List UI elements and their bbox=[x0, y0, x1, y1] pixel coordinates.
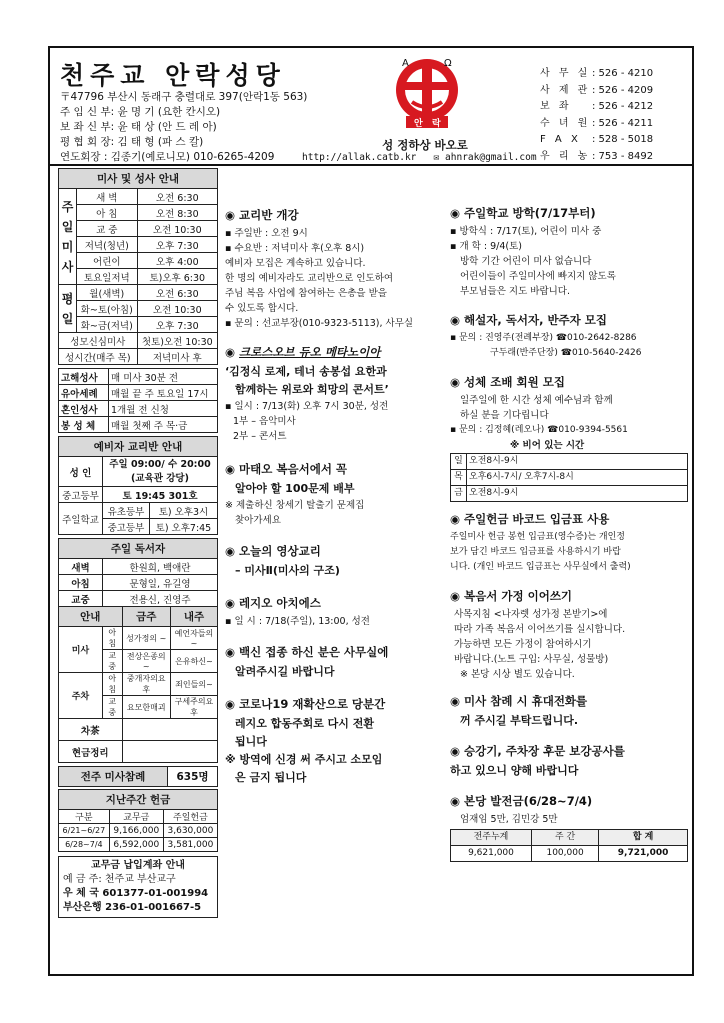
readers-title: 주일 독서자 bbox=[59, 539, 218, 559]
notice-phone-off: ◉ 미사 참례 시 휴대전화를 꺼 주시길 부탁드립니다. bbox=[450, 694, 588, 727]
guide-this-week: 전상은종의 ~ bbox=[122, 650, 170, 673]
offering-sunday: 3,630,000 bbox=[163, 824, 217, 838]
bullet-icon: ◉ bbox=[450, 206, 461, 220]
right-column bbox=[450, 198, 688, 862]
bullet-icon: ◉ bbox=[450, 794, 461, 808]
guide-this-week: 요모한매괴 bbox=[122, 696, 170, 719]
extra-mass-time: 첫토)오전 10:30 bbox=[137, 333, 217, 349]
catechism-title: 예비자 교리반 안내 bbox=[59, 437, 218, 457]
notice-recruit: ◉ 해설자, 독서자, 반주자 모집 ▪ 문의 : 진영주(전례부장) ☎010-2642-8286 구두래(반주단장) ☎010-5640-2426 bbox=[450, 313, 642, 358]
notice-adoration: ◉ 성체 조배 회원 모집 일주일에 한 시간 성체 예수님과 함께 하실 분을 기다립니다 ▪ 문의 : 김정혜(레오나) ☎010-9394-5561 ※ 비어 있는 시간 일 오전8시-9시 목 오후6시-7시/ 오후7시-8시 금 오전8시-9시 bbox=[450, 375, 688, 502]
offering-period: 6/21~6/27 bbox=[59, 824, 110, 838]
weekday-mass-label: 평 일 bbox=[59, 285, 77, 333]
phone-row: 수 녀 원 : 526 - 4211 bbox=[540, 117, 654, 129]
phone-row: 우 리 농 : 753 - 8492 bbox=[540, 150, 654, 162]
offering-table: 지난주간 헌금 구분 교무금 주일헌금 6/21~6/27 9,166,000 3,630,000 6/28~7/4 6,592,000 3,581,000 bbox=[58, 789, 218, 852]
bullet-icon: ◉ bbox=[225, 208, 236, 222]
svg-text:락: 락 bbox=[432, 119, 441, 129]
mass-schedule-table bbox=[58, 168, 218, 365]
phone-row: 사 무 실 : 526 - 4210 bbox=[540, 68, 654, 79]
guide-this-week: 중개자의요후 bbox=[122, 673, 170, 696]
svg-text:A: A bbox=[402, 58, 409, 69]
assoc-president: 연도회장 : 김종기(예로니모) 010-6265-4209 bbox=[60, 151, 275, 163]
notice-vaccine: ◉ 백신 접종 하신 분은 사무실에 알려주시길 바랍니다 bbox=[225, 645, 389, 678]
notice-video: ◉ 오늘의 영상교리 – 미사Ⅱ(미사의 구조) bbox=[225, 544, 340, 577]
church-info bbox=[60, 90, 307, 165]
bullet-icon: ◉ bbox=[450, 375, 461, 389]
mass-time: 오후 4:00 bbox=[137, 253, 217, 269]
notice-development-fund: ◉ 본당 발전금(6/28~7/4) 엄재임 5만, 김민강 5만 전주누계 주 간 합 계 9,621,000 100,000 9,721,000 bbox=[450, 794, 688, 862]
sacrament-info: 매월 첫째 주 목·금 bbox=[109, 417, 218, 433]
guide-slot: 교중 bbox=[103, 650, 123, 673]
guide-slot: 교중 bbox=[103, 696, 123, 719]
account-post: 우 체 국 601377-01-001994 bbox=[63, 888, 209, 899]
bullet-icon: ◉ bbox=[225, 697, 236, 711]
mass-time: 오전 6:30 bbox=[137, 285, 217, 301]
phone-row: F A X : 528 - 5018 bbox=[540, 134, 654, 145]
school-group: 중고등부 bbox=[103, 519, 150, 535]
assistant-priest: 보 좌 신 부: 윤 태 상 (안 드 레 아) bbox=[60, 121, 217, 133]
notice-catechism: ◉ 교리반 개강 ▪ 주일반 : 오전 9시 ▪ 수요반 : 저녁미사 후(오후 8시) 예비자 모집은 계속하고 있습니다. 한 명의 예비자라도 교리반으로 인도하여 주님 복음 사업에 참여하는 은총을 받을 수 있도록 합시다. ▪ 문의 : 선교부장(010-9323-5113), 사무실 bbox=[225, 208, 414, 329]
council-president: 평 협 회 장: 김 태 형 (파 스 칼) bbox=[60, 136, 204, 148]
mass-time: 오전 6:30 bbox=[137, 189, 217, 205]
catechism-table bbox=[58, 436, 218, 535]
offering-title: 지난주간 헌금 bbox=[59, 790, 218, 810]
notice-covid: ◉ 코로나19 재확산으로 당분간 레지오 합동주회로 다시 전환 됩니다 ※ 방역에 신경 써 주시고 소모임 은 금지 됩니다 bbox=[225, 697, 386, 784]
school-group: 유초등부 bbox=[103, 503, 150, 519]
bullet-icon: ◉ bbox=[225, 544, 236, 558]
adult-label: 성 인 bbox=[59, 457, 103, 487]
guide-next-week: 죄인들의~ bbox=[170, 673, 217, 696]
tea-label: 차茶 bbox=[59, 719, 123, 741]
school-time: 토) 오후3시 bbox=[149, 503, 217, 519]
postcode-icon: 〒 bbox=[60, 91, 71, 103]
account-title: 교무금 납입계좌 안내 bbox=[91, 860, 185, 871]
mass-time: 오전 10:30 bbox=[137, 221, 217, 237]
mass-name: 새 벽 bbox=[77, 189, 138, 205]
fund-cumulative: 9,621,000 bbox=[451, 846, 532, 862]
mass-time: 토)오후 6:30 bbox=[137, 269, 217, 285]
mass-name: 아 침 bbox=[77, 205, 138, 221]
bullet-icon: ◉ bbox=[225, 345, 236, 359]
pastor: 주 임 신 부: 윤 명 기 (요한 칸시오) bbox=[60, 106, 221, 118]
bullet-icon: ◉ bbox=[450, 589, 461, 603]
attendance-table bbox=[58, 766, 218, 787]
mass-section-title: 미사 및 성사 안내 bbox=[59, 169, 218, 189]
sacrament-info: 매 미사 30분 전 bbox=[109, 369, 218, 385]
guide-next-week: 구세주의요후 bbox=[170, 696, 217, 719]
sacrament-table bbox=[58, 368, 218, 433]
reader-slot: 아침 bbox=[59, 575, 103, 591]
left-column bbox=[58, 168, 218, 918]
sacrament-name: 유아세례 bbox=[59, 385, 109, 401]
guide-header-row: 안내 금주 내주 bbox=[59, 607, 218, 627]
fund-total: 9,721,000 bbox=[599, 846, 688, 862]
mass-name: 화~토(아침) bbox=[77, 301, 138, 317]
bullet-icon: ◉ bbox=[450, 744, 461, 758]
homepage-link[interactable]: http://allak.catb.kr bbox=[302, 152, 417, 163]
cash-label: 현금정리 bbox=[59, 741, 123, 763]
offering-period: 6/28~7/4 bbox=[59, 838, 110, 852]
guide-slot: 아침 bbox=[103, 627, 123, 650]
guide-this-week: 성가정의 ~ bbox=[122, 627, 170, 650]
school-time: 토) 오후7:45 bbox=[149, 519, 217, 535]
bullet-icon: ◉ bbox=[450, 512, 461, 526]
bullet-icon: ◉ bbox=[225, 596, 236, 610]
mass-name: 교 중 bbox=[77, 221, 138, 237]
mail-icon: ✉ bbox=[433, 152, 440, 163]
guide-group: 미사 bbox=[59, 627, 103, 673]
svg-text:안: 안 bbox=[414, 119, 423, 129]
email-link[interactable]: ahnrak@gmail.com bbox=[445, 152, 537, 163]
mid-label: 중고등부 bbox=[59, 487, 103, 503]
bullet-icon: ◉ bbox=[225, 462, 236, 476]
sacrament-info: 1개월 전 신청 bbox=[109, 401, 218, 417]
mass-name: 저녁(청년) bbox=[77, 237, 138, 253]
bulletin-page bbox=[48, 46, 694, 976]
extra-mass-name: 성모신심미사 bbox=[59, 333, 138, 349]
sacrament-name: 혼인성사 bbox=[59, 401, 109, 417]
mass-name: 월(새벽) bbox=[77, 285, 138, 301]
fund-table: 전주누계 주 간 합 계 9,621,000 100,000 9,721,000 bbox=[450, 829, 688, 862]
attendance-label: 전주 미사참례 bbox=[59, 767, 168, 787]
bulletin-header bbox=[50, 48, 692, 166]
sacrament-name: 고해성사 bbox=[59, 369, 109, 385]
notice-barcode: ◉ 주일헌금 바코드 입금표 사용 주일미사 헌금 봉헌 입금표(영수증)는 개인정 보가 담긴 바코드 입금표를 사용하시기 바랍 니다. (개인 바코드 입금표는 사무실에서 출력) bbox=[450, 512, 631, 572]
mid-time: 토 19:45 301호 bbox=[103, 487, 218, 503]
church-logo-icon bbox=[378, 54, 476, 130]
middle-column bbox=[225, 198, 450, 787]
patron-saint: 성 정하상 바오로 bbox=[382, 138, 468, 152]
reader-names: 전용신, 진영주 bbox=[103, 591, 218, 607]
readers-table bbox=[58, 538, 218, 763]
account-holder: 예 금 주: 천주교 부산교구 bbox=[63, 874, 176, 885]
guide-next-week: 예언자들의~ bbox=[170, 627, 217, 650]
empty-hours-table: 일 오전8시-9시 목 오후6시-7시/ 오후7시-8시 금 오전8시-9시 bbox=[450, 453, 688, 502]
mass-name: 화~금(저녁) bbox=[77, 317, 138, 333]
guide-next-week: 은유하신~ bbox=[170, 650, 217, 673]
sacrament-info: 매월 끝 주 토요일 17시 bbox=[109, 385, 218, 401]
attendance-value: 635명 bbox=[168, 767, 218, 787]
mass-time: 오전 10:30 bbox=[137, 301, 217, 317]
notice-legio: ◉ 레지오 아치에스 ▪ 일 시 : 7/18(주일), 13:00, 성전 bbox=[225, 596, 370, 627]
notice-matthew: ◉ 마태오 복음서에서 꼭 알아야 할 100문제 배부 ※ 제출하신 창세기 탈출기 문제집 찾아가세요 bbox=[225, 462, 365, 526]
bullet-icon: ◉ bbox=[450, 313, 461, 327]
extra-mass-name: 성시간(매주 목) bbox=[59, 349, 138, 365]
svg-text:Ω: Ω bbox=[444, 58, 452, 69]
phone-row: 사 제 관 : 526 - 4209 bbox=[540, 84, 654, 96]
address: 〒47796 부산시 동래구 충렬대로 397(안락1동 563) bbox=[60, 91, 308, 103]
adult-schedule: 주일 09:00/ 수 20:00 (교육관 강당) bbox=[103, 457, 218, 487]
offering-sunday: 3,581,000 bbox=[163, 838, 217, 852]
phone-list bbox=[540, 66, 653, 165]
mass-name: 어린이 bbox=[77, 253, 138, 269]
sacrament-name: 봉 성 체 bbox=[59, 417, 109, 433]
web-contact bbox=[302, 152, 537, 163]
mass-name: 토요일저녁 bbox=[77, 269, 138, 285]
guide-group: 주차 bbox=[59, 673, 103, 719]
account-bank: 부산은행 236-01-001667-5 bbox=[63, 902, 202, 913]
reader-names: 문형일, 유길영 bbox=[103, 575, 218, 591]
church-name: 천주교 안락성당 bbox=[60, 61, 286, 90]
notice-gospel-writing: ◉ 복음서 가정 이어쓰기 사목지침 <나자렛 성가정 본받기>에 따라 가족 복음서 이어쓰기를 실시합니다. 가능하면 모든 가정이 참여하시기 바랍니다.(노트 구입: 사무실, 성물방) ※ 본당 시상 별도 있습니다. bbox=[450, 589, 626, 680]
notice-concert: ◉ 크로스오브 듀오 메타노이아 ‘김정식 로제, 테너 송봉섭 요한과 함께하는 위로와 희망의 콘서트’ ▪ 일시 : 7/13(화) 오후 7시 30분, 성전 1부 – 음악미사 2부 – 콘서트 bbox=[225, 345, 389, 442]
notice-school-vacation: ◉ 주일학교 방학(7/17부터) ▪ 방학식 : 7/17(토), 어린이 미사 중 ▪ 개 학 : 9/4(토) 방학 기간 어린이 미사 없습니다 어린이들이 주일미사에 빠지지 않도록 부모님들은 지도 바랍니다. bbox=[450, 206, 616, 297]
offering-tithe: 6,592,000 bbox=[109, 838, 163, 852]
mass-time: 오후 7:30 bbox=[137, 237, 217, 253]
guide-slot: 아침 bbox=[103, 673, 123, 696]
mass-time: 오후 7:30 bbox=[137, 317, 217, 333]
extra-mass-time: 저녁미사 후 bbox=[137, 349, 217, 365]
bullet-icon: ◉ bbox=[450, 694, 461, 708]
bullet-icon: ◉ bbox=[225, 645, 236, 659]
account-box bbox=[58, 856, 218, 918]
sunday-mass-label: 주 일 미 사 bbox=[59, 189, 77, 285]
sunday-school-label: 주일학교 bbox=[59, 503, 103, 535]
reader-names: 한원희, 백애란 bbox=[103, 559, 218, 575]
reader-slot: 교중 bbox=[59, 591, 103, 607]
fund-week: 100,000 bbox=[531, 846, 598, 862]
mass-time: 오전 8:30 bbox=[137, 205, 217, 221]
notice-construction: ◉ 승강기, 주차장 후문 보강공사를 하고 있으니 양해 바랍니다 bbox=[450, 744, 625, 777]
offering-tithe: 9,166,000 bbox=[109, 824, 163, 838]
reader-slot: 새벽 bbox=[59, 559, 103, 575]
phone-row: 보 좌 : 526 - 4212 bbox=[540, 101, 654, 112]
